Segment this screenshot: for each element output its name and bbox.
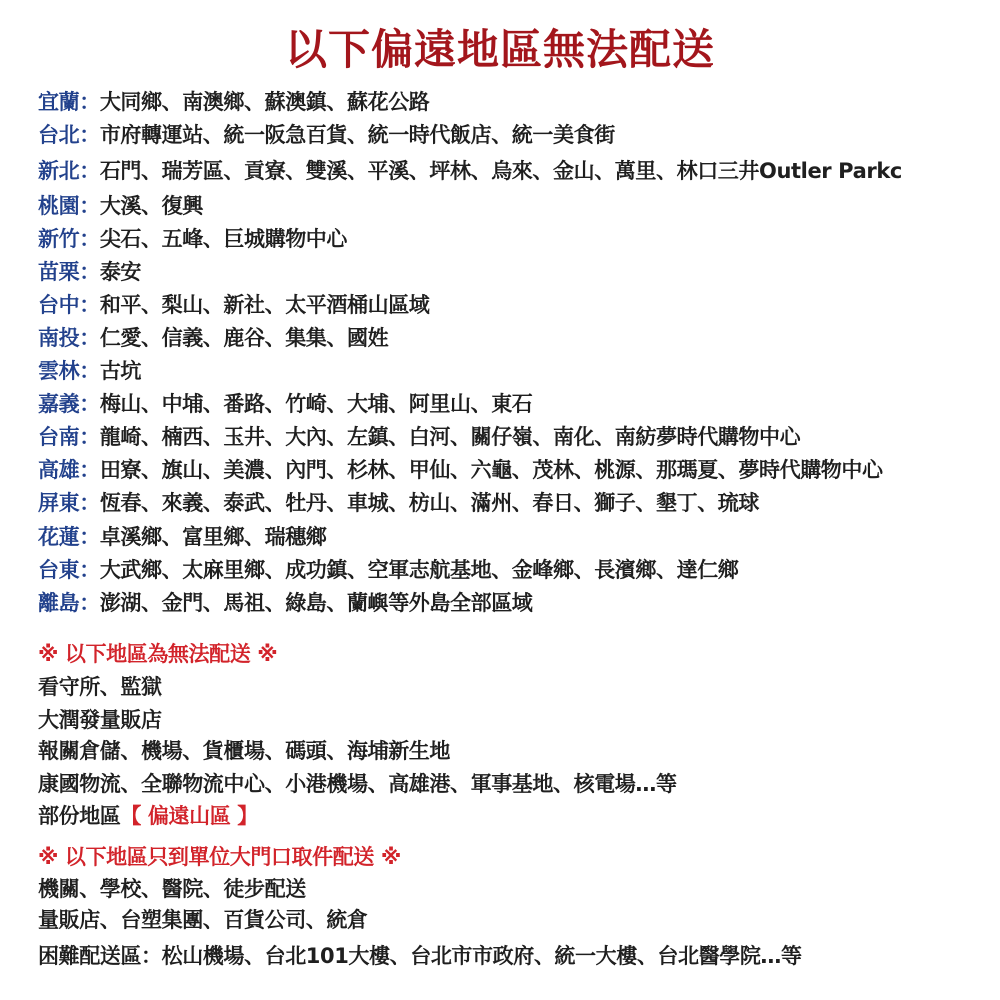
region-name: 屏東： <box>38 491 100 515</box>
gate-pickup-item: 機關、學校、醫院、徒步配送 <box>38 877 306 901</box>
region-name: 嘉義： <box>38 392 100 416</box>
region-row-kaohsiung <box>38 456 883 484</box>
region-areas: 仁愛、信義、鹿谷、集集、國姓 <box>99 326 389 350</box>
region-row-tainan <box>38 423 800 451</box>
no-delivery-item: 大潤發量販店 <box>38 708 162 732</box>
region-areas: 大武鄉、太麻里鄉、成功鎮、空軍志航基地、金峰鄉、長濱鄉、達仁鄉 <box>99 558 739 582</box>
partial-area-label: 部份地區 <box>38 804 121 828</box>
region-row-taichung <box>38 291 429 319</box>
region-name: 高雄： <box>38 458 100 482</box>
no-delivery-item-partial <box>38 802 258 830</box>
region-areas: 泰安 <box>99 260 142 284</box>
region-name: 台中： <box>38 293 100 317</box>
region-row-new-taipei <box>38 157 902 185</box>
region-name: 桃園： <box>38 194 100 218</box>
region-areas: 石門、瑞芳區、貢寮、雙溪、平溪、坪林、烏來、金山、萬里、林口三井Outler Parkc <box>99 159 902 183</box>
region-row-hsinchu <box>38 225 347 253</box>
region-name: 新竹： <box>38 227 100 251</box>
region-row-taipei <box>38 121 615 149</box>
region-row-taoyuan <box>38 192 203 220</box>
region-name: 台東： <box>38 558 100 582</box>
region-name: 苗栗： <box>38 260 100 284</box>
region-row-chiayi <box>38 390 532 418</box>
region-row-miaoli <box>38 258 141 286</box>
region-name: 南投： <box>38 326 100 350</box>
region-areas: 大溪、復興 <box>99 194 203 218</box>
gate-pickup-heading: ※ 以下地區只到單位大門口取件配送 ※ <box>38 845 401 869</box>
region-row-nantou <box>38 324 388 352</box>
region-areas: 和平、梨山、新社、太平酒桶山區域 <box>99 293 430 317</box>
region-name: 台南： <box>38 425 100 449</box>
no-delivery-heading: ※ 以下地區為無法配送 ※ <box>38 642 278 666</box>
region-areas: 古坑 <box>99 359 142 383</box>
gate-pickup-item: 量販店、台塑集團、百貨公司、統倉 <box>38 908 368 932</box>
region-name: 新北： <box>38 159 100 183</box>
region-areas: 龍崎、楠西、玉井、大內、左鎮、白河、關仔嶺、南化、南紡夢時代購物中心 <box>99 425 801 449</box>
remote-mountain-highlight: 【 偏遠山區 】 <box>120 804 258 828</box>
region-name: 離島： <box>38 591 100 615</box>
region-row-hualien <box>38 523 326 551</box>
region-areas: 梅山、中埔、番路、竹崎、大埔、阿里山、東石 <box>99 392 533 416</box>
region-name: 花蓮： <box>38 525 100 549</box>
region-areas: 卓溪鄉、富里鄉、瑞穗鄉 <box>99 525 327 549</box>
no-delivery-item: 報關倉儲、機場、貨櫃場、碼頭、海埔新生地 <box>38 739 450 763</box>
no-delivery-item: 康國物流、全聯物流中心、小港機場、高雄港、軍事基地、核電場…等 <box>38 772 677 796</box>
region-areas: 田寮、旗山、美濃、內門、杉林、甲仙、六龜、茂林、桃源、那瑪夏、夢時代購物中心 <box>99 458 883 482</box>
region-row-pingtung <box>38 489 759 517</box>
region-areas: 大同鄉、南澳鄉、蘇澳鎮、蘇花公路 <box>99 90 430 114</box>
region-areas: 澎湖、金門、馬祖、綠島、蘭嶼等外島全部區域 <box>99 591 533 615</box>
region-row-yilan <box>38 88 429 116</box>
region-areas: 尖石、五峰、巨城購物中心 <box>99 227 348 251</box>
region-name: 宜蘭： <box>38 90 100 114</box>
no-delivery-item: 看守所、監獄 <box>38 675 162 699</box>
page-title: 以下偏遠地區無法配送 <box>284 25 715 74</box>
gate-pickup-item: 困難配送區：松山機場、台北101大樓、台北市市政府、統一大樓、台北醫學院…等 <box>38 944 802 968</box>
region-row-taitung <box>38 556 738 584</box>
region-areas: 市府轉運站、統一阪急百貨、統一時代飯店、統一美食街 <box>99 123 615 147</box>
region-row-yunlin <box>38 357 141 385</box>
region-name: 雲林： <box>38 359 100 383</box>
region-areas: 恆春、來義、泰武、牡丹、車城、枋山、滿州、春日、獅子、墾丁、琉球 <box>99 491 760 515</box>
region-row-islands <box>38 589 532 617</box>
region-name: 台北： <box>38 123 100 147</box>
